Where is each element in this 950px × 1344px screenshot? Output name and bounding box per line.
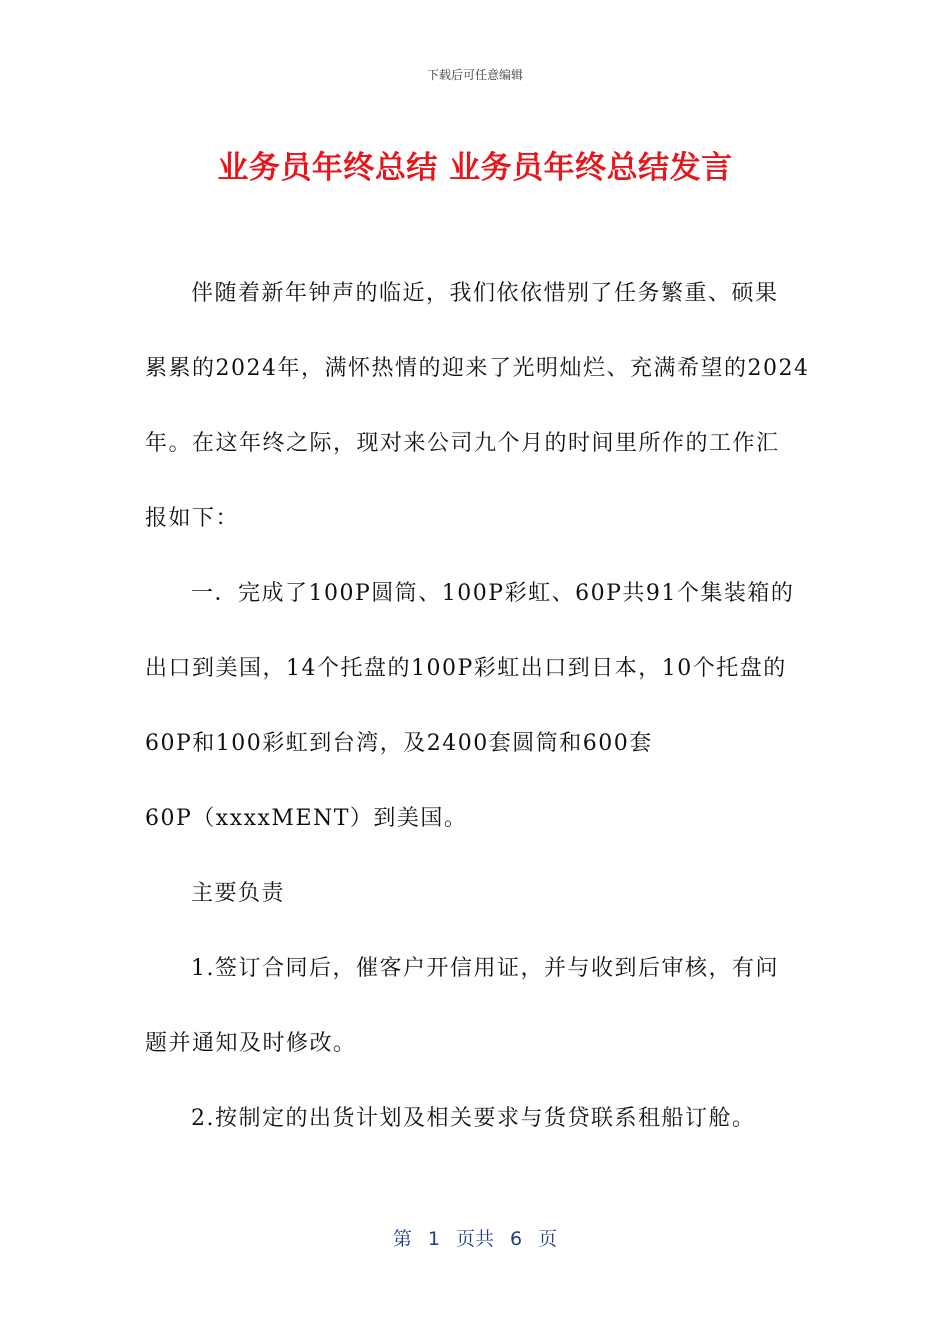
paragraph-line: 60P和100彩虹到台湾，及2400套圆筒和600套 [145, 731, 653, 756]
section-heading: 主要负责 [191, 881, 286, 906]
paragraph-line: 题并通知及时修改。 [145, 1031, 357, 1056]
paragraph-line: 一．完成了100P圆筒、100P彩虹、60P共91个集装箱的 [191, 581, 795, 606]
page-footer: 第 1 页共 6 页 [392, 1228, 558, 1250]
paragraph-line: 累累的2024年，满怀热情的迎来了光明灿烂、充满希望的2024 [145, 356, 810, 381]
header-note: 下载后可任意编辑 [426, 68, 523, 82]
paragraph-line: 年。在这年终之际，现对来公司九个月的时间里所作的工作汇 [145, 431, 780, 456]
paragraph-line: 60P（xxxxMENT）到美国。 [145, 806, 468, 831]
paragraph-line: 出口到美国，14个托盘的100P彩虹出口到日本，10个托盘的 [145, 656, 787, 681]
paragraph-line: 报如下： [145, 506, 240, 531]
paragraph-line: 伴随着新年钟声的临近，我们依依惜别了任务繁重、硕果 [191, 281, 779, 306]
document-body [145, 268, 810, 1168]
paragraph-line: 2.按制定的出货计划及相关要求与货贷联系租船订舱。 [191, 1106, 756, 1131]
document-title: 业务员年终总结 业务员年终总结发言 [217, 150, 733, 186]
paragraph-line: 1.签订合同后，催客户开信用证，并与收到后审核，有问 [191, 956, 779, 981]
